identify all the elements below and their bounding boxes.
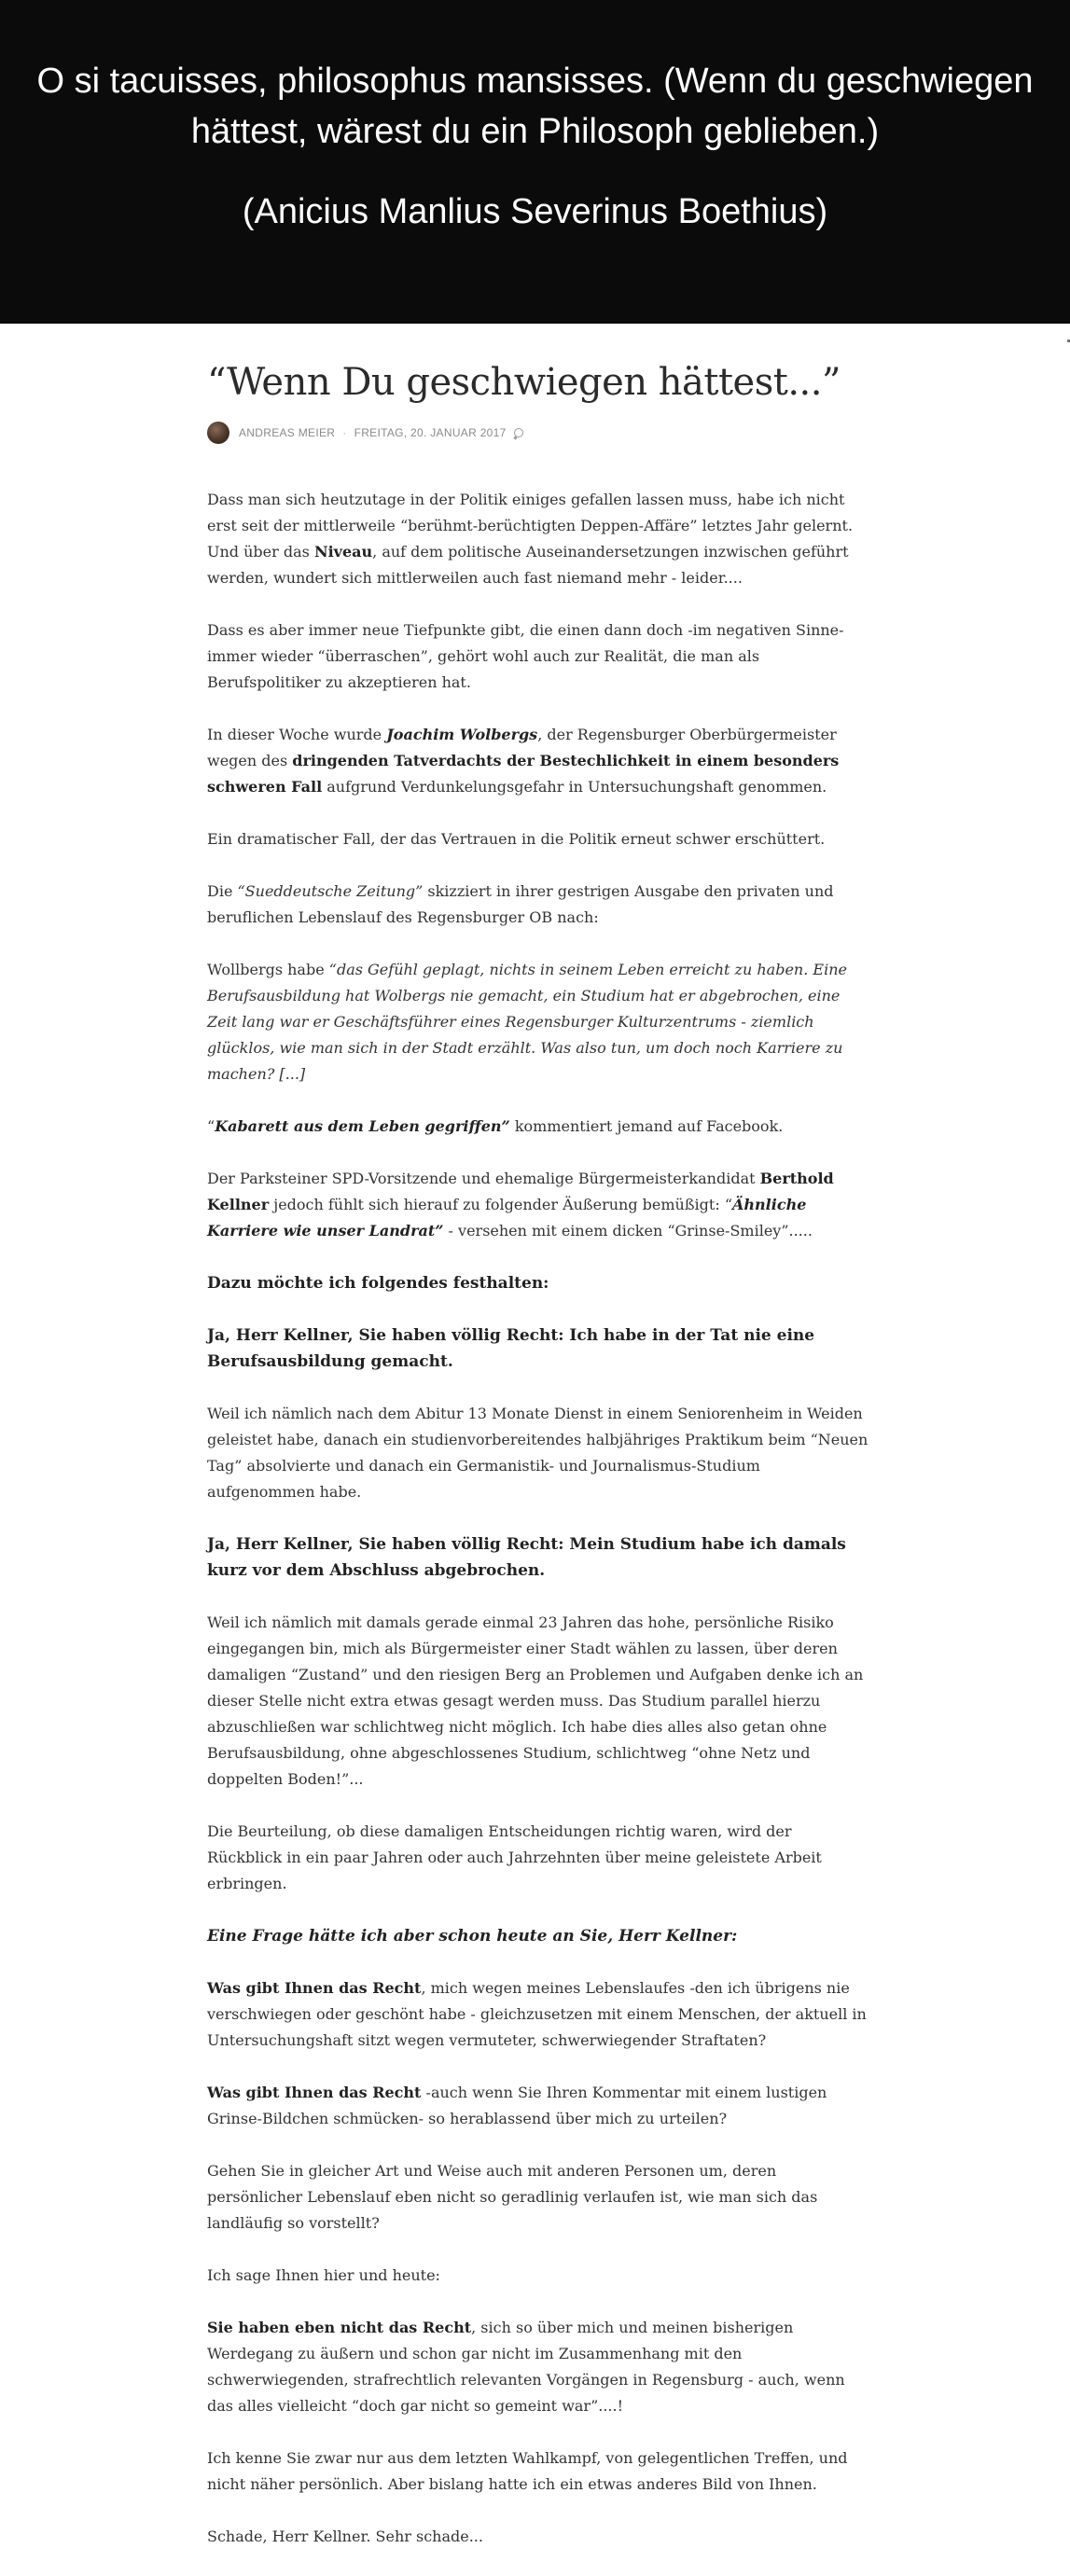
paragraph: Dass man sich heutzutage in der Politik einiges gefallen lassen muss, habe ich nicht erst seit der mittlerweile “berühmt-berüchtigten Deppen-Affäre” letztes Jahr gelernt. Und über das Niveau, auf dem politische Auseinandersetzungen inzwischen geführt werden, wundert sich mittlerweilen auch fast niemand mehr - leider.... [207,491,854,587]
hero-banner [0,0,1070,324]
article-body [207,487,869,2550]
paragraph: “Kabarett aus dem Leben gegriffen” kommentiert jemand auf Facebook. [207,1117,784,1135]
paragraph: Gehen Sie in gleicher Art und Weise auch mit anderen Personen um, deren persönlicher Lebenslauf eben nicht so geradlinig verlaufen ist, wie man sich das landläufig so vorstellt? [207,2162,818,2232]
author-avatar[interactable] [207,422,229,444]
article-title[interactable]: “Wenn Du geschwiegen hättest...” [207,361,841,404]
post-date[interactable]: FREITAG, 20. JANUAR 2017 [354,426,507,439]
paragraph: Weil ich nämlich mit damals gerade einmal 23 Jahren das hohe, persönliche Risiko eingegangen bin, mich als Bürgermeister einer Stadt wählen zu lassen, über deren damaligen “Zustand” und den riesigen Berg an Problemen und Aufgaben denke ich an dieser Stelle nicht extra etwas gesagt werden muss. Das Studium parallel hierzu abzuschließen war schlichtweg nicht möglich. Ich habe dies alles also getan ohne Berufsausbildung, ohne abgeschlossenes Studium, schlichtweg “ohne Netz und doppelten Boden!”... [207,1613,864,1788]
paragraph: Ein dramatischer Fall, der das Vertrauen in die Politik erneut schwer erschüttert. [207,830,826,848]
paragraph: Was gibt Ihnen das Recht -auch wenn Sie Ihren Kommentar mit einem lustigen Grinse-Bildchen schmücken- so herablassend über mich zu urteilen? [207,2084,827,2127]
hero-quote-line-1: O si tacuisses, philosophus mansisses. (Wenn du geschwiegen [36,62,1034,101]
paragraph: Die “Sueddeutsche Zeitung” skizziert in ihrer gestrigen Ausgabe den privaten und beruflichen Lebenslauf des Regensburger OB nach: [207,882,834,926]
meta-separator: · [342,426,347,439]
section-heading: Eine Frage hätte ich aber schon heute an Sie, Herr Kellner: [207,1927,738,1946]
hero-quote-author: (Anicius Manlius Severinus Boethius) [242,192,828,231]
paragraph: In dieser Woche wurde Joachim Wolbergs, der Regensburger Oberbürgermeister wegen des dringenden Tatverdachts der Bestechlichkeit in einem besonders schweren Fall aufgrund Verdunkelungsgefahr in Untersuchungshaft genommen. [207,726,840,796]
section-heading: Dazu möchte ich folgendes festhalten: [207,1274,549,1293]
paragraph: Ich sage Ihnen hier und heute: [207,2266,440,2284]
paragraph: Die Beurteilung, ob diese damaligen Entscheidungen richtig waren, wird der Rückblick in ein paar Jahren oder auch Jahrzehnten über meine geleistete Arbeit erbringen. [207,1822,822,1892]
paragraph: Sie haben eben nicht das Recht, sich so über mich und meinen bisherigen Werdegang zu äußern und schon gar nicht im Zusammenhang mit den schwerwiegenden, strafrechtlich relevanten Vorgängen in Regensburg - auch, wenn das alles vielleicht “doch gar nicht so gemeint war”....! [207,2319,845,2415]
comment-icon[interactable] [514,428,523,437]
section-heading: Ja, Herr Kellner, Sie haben völlig Recht: Ich habe in der Tat nie eine Berufsausbildung gemacht. [207,1326,815,1371]
article [207,354,869,2576]
paragraph: Der Parksteiner SPD-Vorsitzende und ehemalige Bürgermeisterkandidat Berthold Kellner jedoch fühlt sich hierauf zu folgender Äußerung bemüßigt: “Ähnliche Karriere wie unser Landrat” - versehen mit einem dicken “Grinse-Smiley”..... [207,1170,834,1240]
paragraph-closing: Schade, Herr Kellner. Sehr schade... [207,2528,483,2545]
section-heading: Ja, Herr Kellner, Sie haben völlig Recht: Mein Studium habe ich damals kurz vor dem Abschluss abgebrochen. [207,1535,846,1580]
paragraph: Ich kenne Sie zwar nur aus dem letzten Wahlkampf, von gelegentlichen Treffen, und nicht näher persönlich. Aber bislang hatte ich ein etwas anderes Bild von Ihnen. [207,2449,848,2493]
emphasis-name: Joachim Wolbergs [386,726,538,743]
author-name[interactable]: ANDREAS MEIER [239,426,336,439]
paragraph-quote: Wollbergs habe “das Gefühl geplagt, nichts in seinem Leben erreicht zu haben. Eine Berufsausbildung hat Wolbergs nie gemacht, ein Studium hat er abgebrochen, eine Zeit lang war er Geschäftsführer eines Regensburger Kulturzentrums - ziemlich glücklos, wie man sich in der Stadt erzählt. Was also tun, um doch noch Karriere zu machen? [...] [207,961,847,1083]
article-meta [207,422,869,444]
paragraph: Dass es aber immer neue Tiefpunkte gibt, die einen dann doch -im negativen Sinne- immer wieder “überraschen”, gehört wohl auch zur Realität, die man als Berufspolitiker zu akzeptieren hat. [207,621,844,691]
paragraph: Weil ich nämlich nach dem Abitur 13 Monate Dienst in einem Seniorenheim in Weiden geleistet habe, danach ein studienvorbereitendes halbjähriges Praktikum beim “Neuen Tag” absolvierte und danach ein Germanistik- und Journalismus-Studium aufgenommen habe. [207,1405,869,1501]
hero-quote-line-2: hättest, wärest du ein Philosoph geblieben.) [190,112,880,151]
paragraph: Was gibt Ihnen das Recht, mich wegen meines Lebenslaufes -den ich übrigens nie verschwiegen oder geschönt habe - gleichzusetzen mit einem Menschen, der aktuell in Untersuchungshaft sitzt wegen vermuteter, schwerwiegender Straftaten? [207,1979,867,2049]
